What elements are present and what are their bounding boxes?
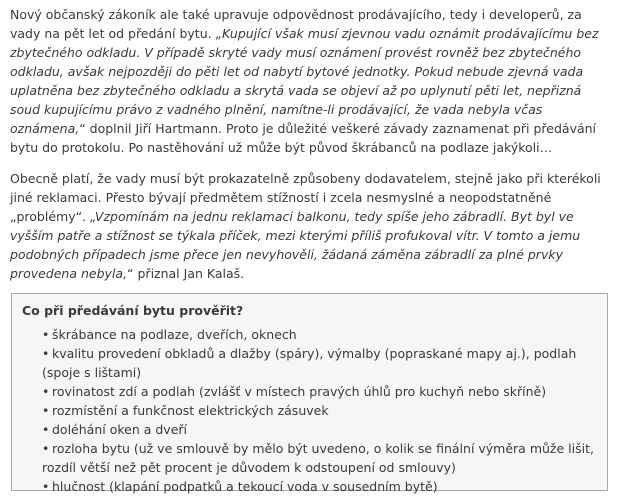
checklist-list [22,325,597,496]
list-item [42,439,597,477]
list-item-text: doléhání oken a dveří [52,422,187,437]
paragraph-tail: “ doplnil Jiří Hartmann. Proto je důležité veškeré závady zaznamenat při předávání bytu do protokolu. Po nastěhování už může být původ škrábanců na podlaze jakýkoli… [10,121,597,155]
paragraph-defects-proof [10,169,613,283]
bullet-icon: • [42,346,50,361]
bullet-icon: • [42,384,50,399]
bullet-icon: • [42,327,50,342]
list-item-text: hlučnost (klapání podpatků a tekoucí voda v sousedním bytě) [52,479,438,494]
list-item-text: škrábance na podlaze, dveřích, oknech [52,327,297,342]
bullet-icon: • [42,403,50,418]
paragraph-tail: “ přiznal Jan Kalaš. [127,266,245,281]
paragraph-lead: Obecně platí, že vady musí být prokazatelně způsobeny dodavatelem, stejně jako při kterékoli jiné reklamaci. Přesto bývají předmětem stížností i zcela nesmyslné a neopodstatněné „problémy“. [10,171,601,224]
list-item-text: rozloha bytu (už ve smlouvě by mělo být uvedeno, o kolik se finální výměra může lišit, rozdíl větší než pět procent je důvodem k odstoupení od smlouvy) [42,441,594,475]
list-item [42,420,597,439]
bullet-icon: • [42,441,50,456]
kalas-quote: „Vzpomínám na jednu reklamaci balkonu, tedy spíše jeho zábradlí. Byt byl ve vyšším patře a stížnost se týkala příček, mezi kterými příliš profukoval vítr. V tomto a jemu podobných případech jsme přece jen nevyhověli, žádaná záměna zábradlí za plné prvky provedena nebyla, [10,209,581,281]
checklist-title: Co při předávání bytu prověřit? [22,303,244,318]
bullet-icon: • [42,479,50,494]
checklist-box [11,293,608,494]
list-item [42,344,597,382]
list-item [42,401,597,420]
list-item-text: rozmístění a funkčnost elektrických zásuvek [52,403,329,418]
hartmann-quote: „Kupující však musí zjevnou vadu oznámit prodávajícímu bez zbytečného odkladu. V případě skryté vady musí oznámení provést rovněž bez zbytečného odkladu, avšak nejpozději do pěti let od nabytí bytové jednotky. Pokud nebude zjevná vada uplatněna bez zbytečného odkladu a skrytá vada se objeví až po uplynutí pěti let, nepřizná soud kupujícímu právo z vadného plnění, namítne-li prodávající, že vada nebyla včas oznámena, [10,26,599,136]
bullet-icon: • [42,422,50,437]
list-item [42,325,597,344]
paragraph-developer-liability [10,5,613,157]
list-item [42,477,597,496]
paragraph-lead: Nový občanský zákoník ale také upravuje odpovědnost prodávajícího, tedy i developerů, za vady na pět let od předání bytu. [10,7,582,41]
list-item-text: rovinatost zdí a podlah (zvlášť v místech pravých úhlů pro kuchyň nebo skříně) [52,384,547,399]
list-item-text: kvalitu provedení obkladů a dlažby (spáry), výmalby (popraskané mapy aj.), podlah (spoje s lištami) [42,346,577,380]
list-item [42,382,597,401]
